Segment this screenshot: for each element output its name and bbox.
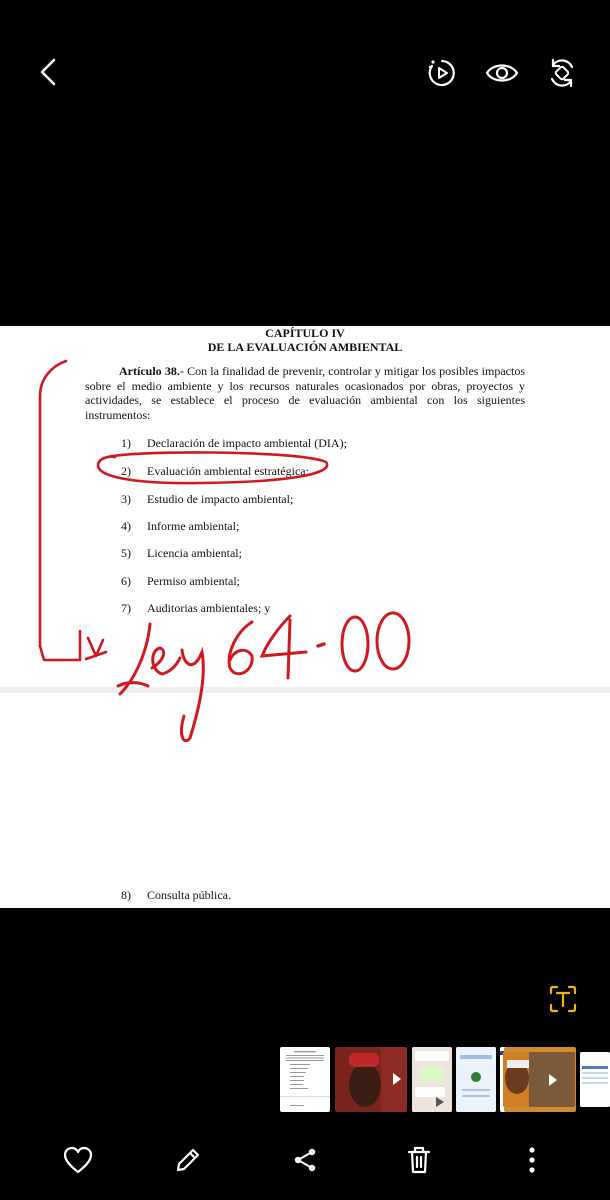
thumbnail-photo-orange[interactable] [503, 1052, 575, 1107]
thumbnail-video[interactable] [335, 1047, 407, 1112]
thumbnail-app[interactable] [456, 1047, 496, 1112]
annotation-text [118, 613, 409, 741]
chapter-title: CAPÍTULO IV [265, 326, 345, 340]
list-item: 7) Auditorias ambientales; y [121, 601, 271, 615]
top-bar [0, 0, 610, 140]
handwritten-annotation [0, 326, 610, 756]
rotate-icon[interactable] [545, 56, 579, 90]
list-item: 1) Declaración de impacto ambiental (DIA); [121, 436, 347, 450]
article-label: Artículo 38.- [119, 364, 184, 378]
back-icon[interactable] [32, 56, 64, 88]
text-extract-icon[interactable] [548, 984, 578, 1014]
list-item: 4) Informe ambiental; [121, 519, 240, 533]
thumbnail-chat[interactable] [412, 1047, 452, 1112]
more-icon[interactable] [514, 1142, 550, 1178]
bottom-bar [0, 1140, 610, 1200]
list-item: 5) Licencia ambiental; [121, 546, 242, 560]
remaster-icon[interactable] [425, 56, 459, 90]
edit-icon[interactable] [170, 1142, 206, 1178]
chapter-subtitle: DE LA EVALUACIÓN AMBIENTAL [207, 340, 403, 354]
document-image[interactable] [0, 326, 610, 908]
share-icon[interactable] [287, 1142, 323, 1178]
view-icon[interactable] [485, 56, 519, 90]
list-item: 3) Estudio de impacto ambiental; [121, 492, 294, 506]
list-item: 2) Evaluación ambiental estratégica; [121, 464, 309, 478]
article-text: Con la finalidad de prevenir, controlar y mitigar los posibles impactos sobre el medio ambiente y los recursos naturales ocasionados por obras, proyectos y actividades, se establece el proceso de evaluación ambiental con los siguientes instrumentos: [85, 364, 526, 422]
delete-icon[interactable] [401, 1142, 437, 1178]
list-item: 6) Permiso ambiental; [121, 574, 240, 588]
list-item: 8) Consulta pública. [121, 888, 231, 902]
thumbnail-table[interactable] [580, 1052, 610, 1107]
thumbnail-current[interactable] [280, 1047, 330, 1112]
favorite-icon[interactable] [60, 1142, 96, 1178]
